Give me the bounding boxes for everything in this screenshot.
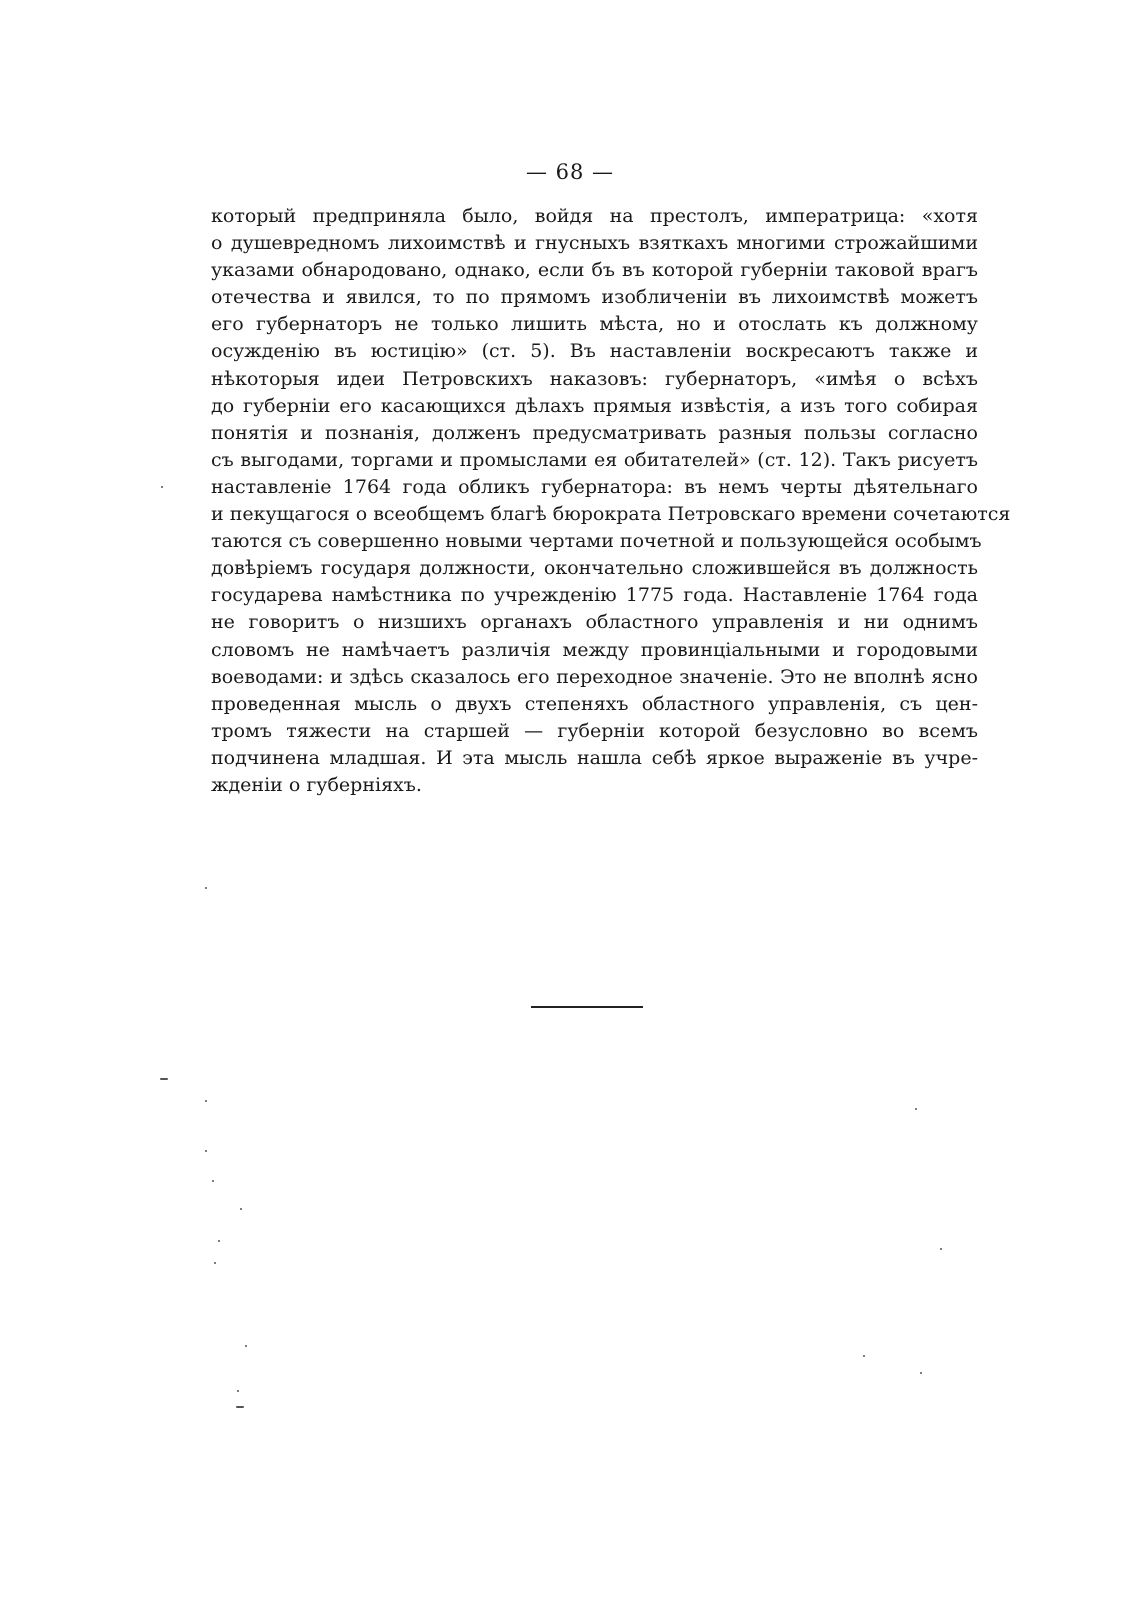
scan-speck bbox=[205, 887, 207, 889]
text-line: до губерніи его касающихся дѣлахъ прямыя извѣстія, а изъ того собирая bbox=[211, 394, 978, 417]
text-line: и пекущагося о всеобщемъ благѣ бюрократа Петровскаго времени сочетаются bbox=[211, 503, 1011, 526]
scan-speck bbox=[863, 1355, 865, 1357]
scan-speck bbox=[212, 1180, 214, 1182]
scan-speck bbox=[245, 1345, 247, 1347]
text-line: его губернаторъ не только лишить мѣста, но и отослать къ должному bbox=[211, 313, 978, 336]
text-line: понятія и познанія, долженъ предусматривать разныя пользы согласно bbox=[211, 421, 978, 444]
scan-speck bbox=[161, 486, 163, 488]
text-line: осужденію въ юстицію» (ст. 5). Въ наставленіи воскресаютъ также и bbox=[211, 340, 978, 363]
text-line: наставленіе 1764 года обликъ губернатора: въ немъ черты дѣятельнаго bbox=[211, 475, 978, 498]
text-line: который предприняла было, войдя на престолъ, императрица: «хотя bbox=[211, 205, 978, 227]
scan-speck bbox=[915, 1108, 917, 1110]
text-line: о душевредномъ лихоимствѣ и гнусныхъ взяткахъ многими строжайшими bbox=[211, 232, 978, 255]
scan-speck bbox=[940, 1248, 942, 1250]
scan-speck bbox=[237, 1390, 239, 1392]
scan-speck bbox=[236, 1406, 244, 1408]
text-line: проведенная мысль о двухъ степеняхъ областного управленія, съ цен- bbox=[211, 692, 978, 715]
scan-speck bbox=[205, 1100, 207, 1102]
text-line: словомъ не намѣчаетъ различія между провинціальными и городовыми bbox=[211, 638, 978, 661]
section-end-rule bbox=[531, 1006, 643, 1008]
body-text bbox=[211, 203, 1011, 799]
text-line: не говоритъ о низшихъ органахъ областного управленія и ни однимъ bbox=[211, 611, 978, 634]
text-line: указами обнародовано, однако, если бъ въ которой губерніи таковой врагъ bbox=[211, 259, 978, 282]
page-number: — 68 — bbox=[525, 160, 615, 184]
scan-speck bbox=[218, 1240, 220, 1242]
text-line: жденіи о губерніяхъ. bbox=[211, 773, 422, 796]
scan-speck bbox=[160, 1078, 168, 1080]
scan-speck bbox=[214, 1262, 216, 1264]
text-line: подчинена младшая. И эта мысль нашла себѣ яркое выраженіе въ учре- bbox=[211, 746, 978, 769]
scan-speck bbox=[205, 1150, 207, 1152]
text-line: довѣріемъ государя должности, окончательно сложившейся въ должность bbox=[211, 557, 978, 580]
text-line: государева намѣстника по учрежденію 1775 года. Наставленіе 1764 года bbox=[211, 584, 978, 607]
scan-speck bbox=[920, 1372, 922, 1374]
text-line: тромъ тяжести на старшей — губерніи которой безусловно во всемъ bbox=[211, 719, 978, 742]
text-line: отечества и явился, то по прямомъ изобличеніи въ лихоимствѣ можетъ bbox=[211, 286, 978, 309]
text-line: воеводами: и здѣсь сказалось его переходное значеніе. Это не вполнѣ ясно bbox=[211, 665, 978, 688]
text-line: таются съ совершенно новыми чертами почетной и пользующейся особымъ bbox=[211, 530, 982, 553]
text-line: съ выгодами, торгами и промыслами ея обитателей» (ст. 12). Такъ рисуетъ bbox=[211, 448, 978, 471]
text-line: нѣкоторыя идеи Петровскихъ наказовъ: губернаторъ, «имѣя о всѣхъ bbox=[211, 367, 978, 390]
scan-speck bbox=[240, 1208, 242, 1210]
